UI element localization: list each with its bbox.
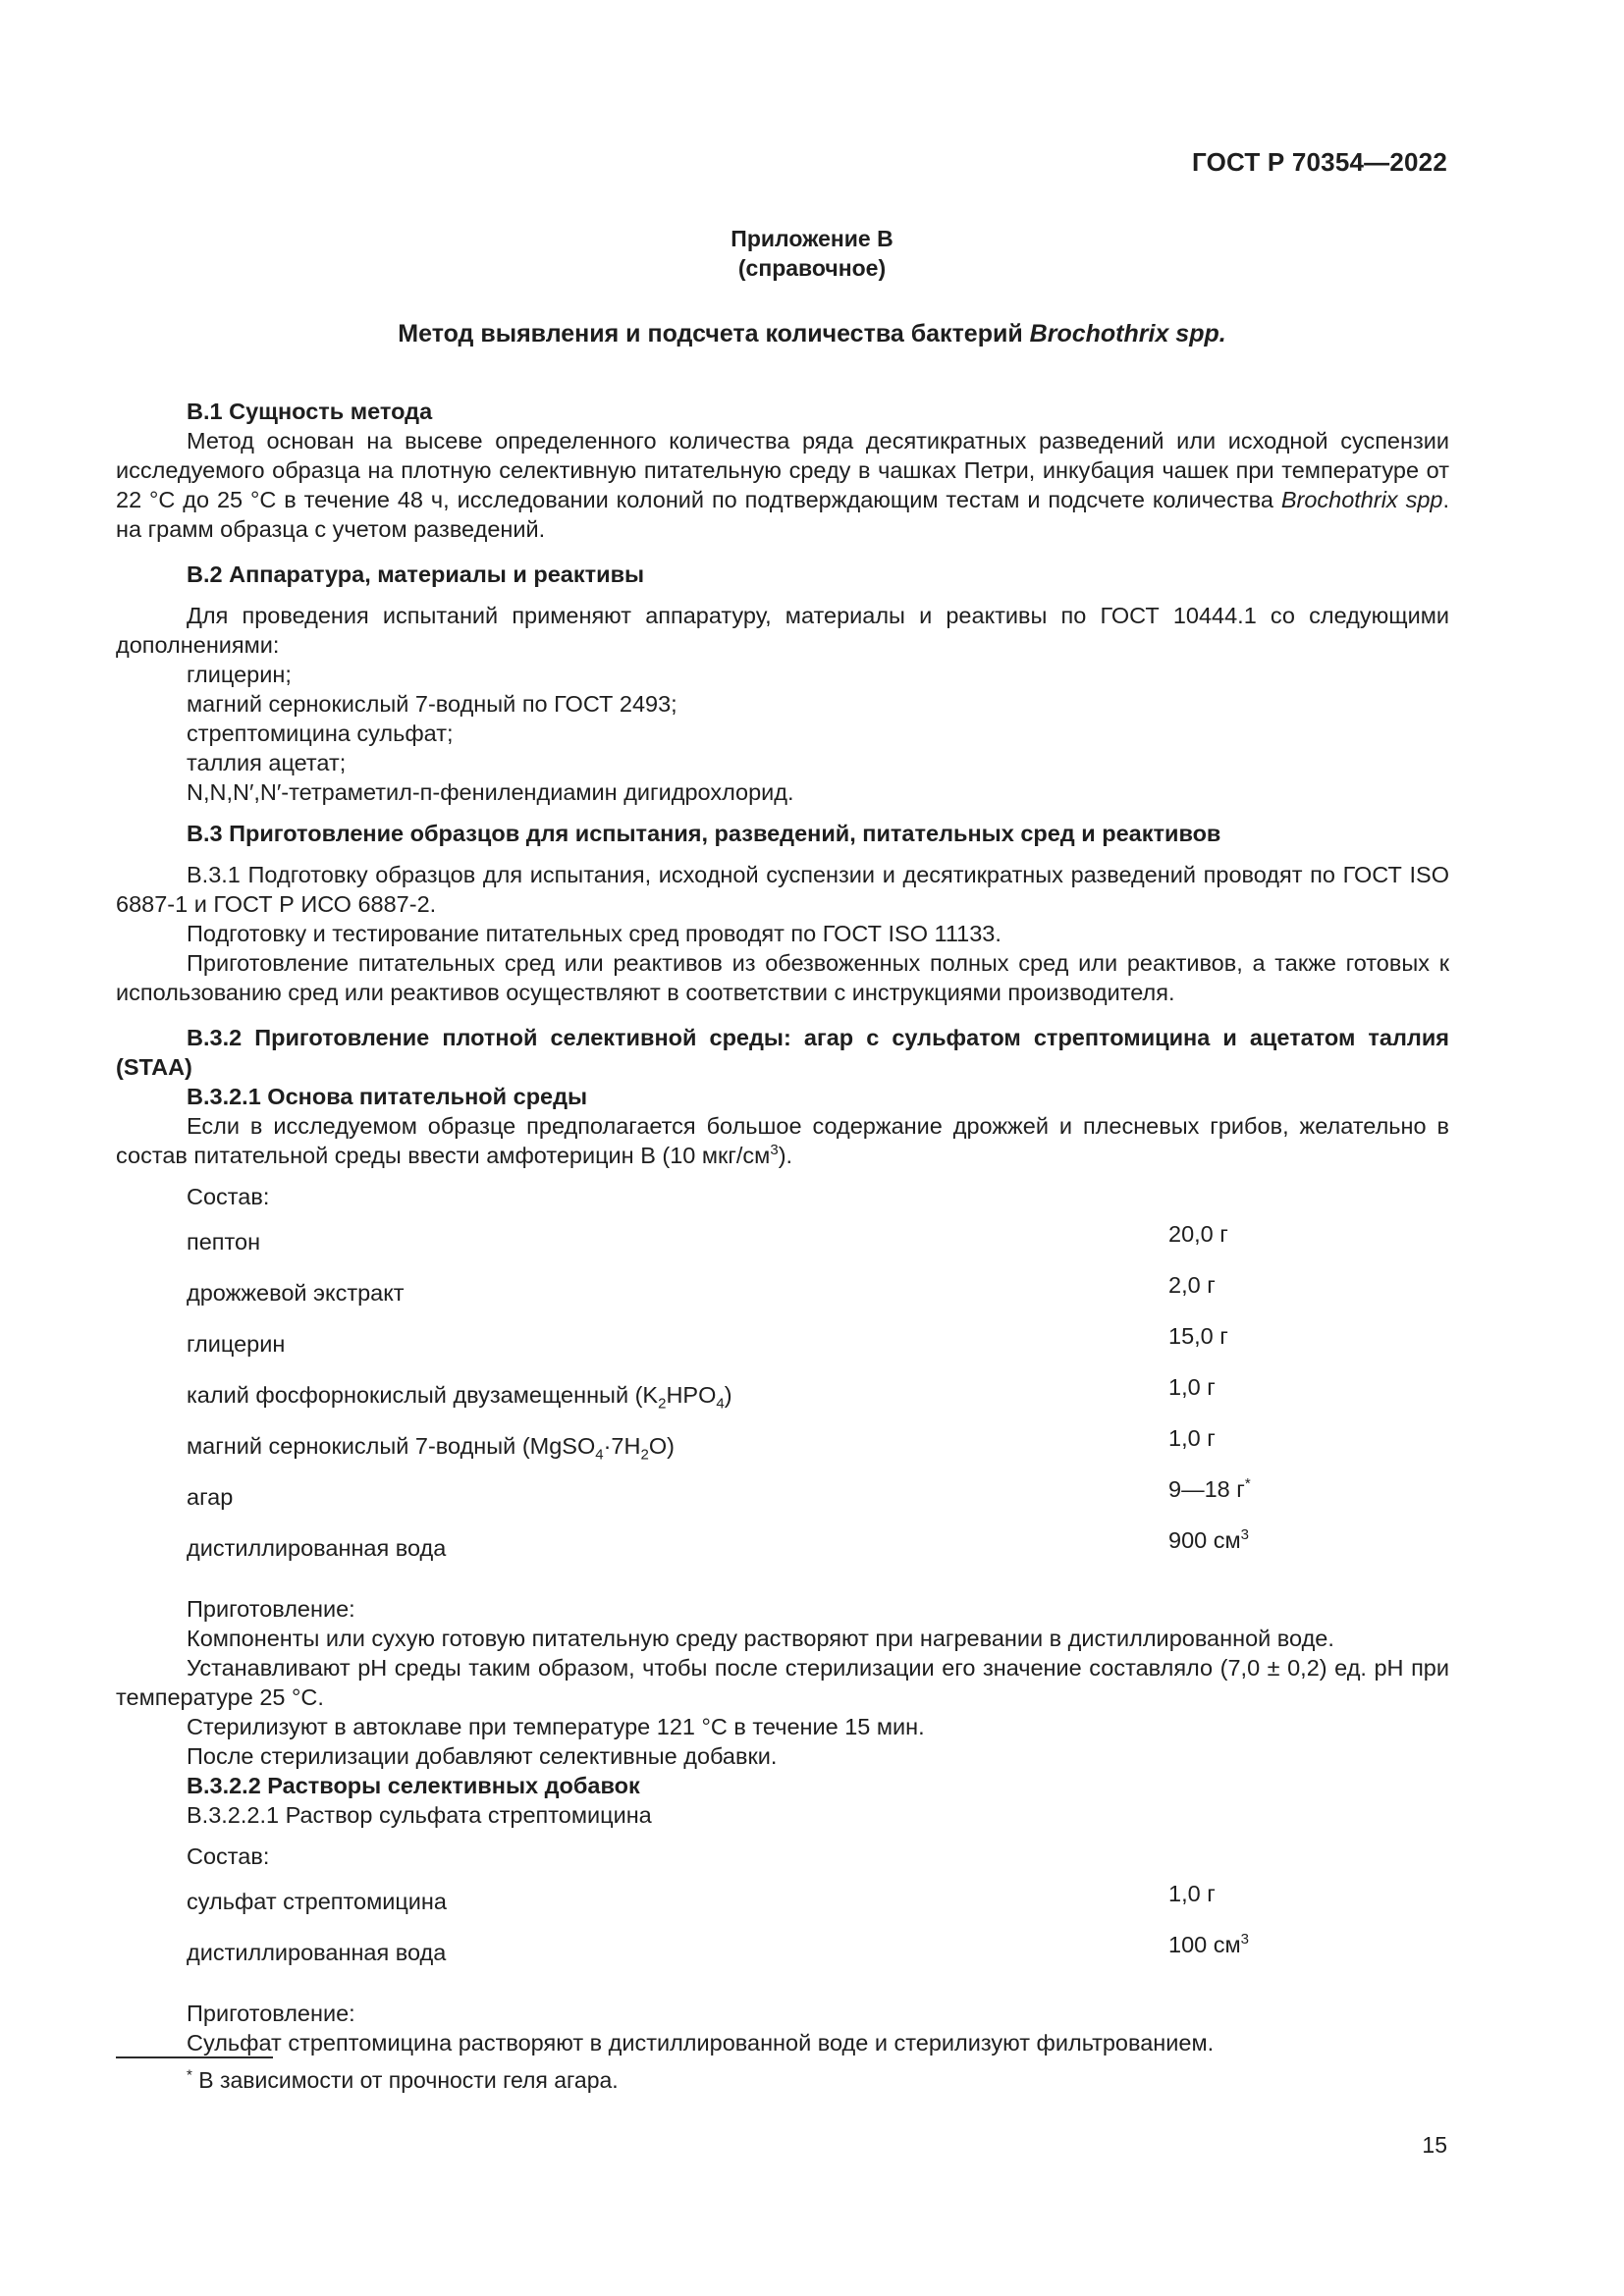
- section-heading: В.3.2 Приготовление плотной селективной среды: агар с сульфатом стрептомицина и ацетатом таллия (STAA): [116, 1025, 1449, 1080]
- table-row: пептон 20,0 г: [187, 1221, 1228, 1255]
- subsection-heading: В.3.2.1 Основа питательной среды: [187, 1084, 588, 1109]
- paragraph: Подготовку и тестирование питательных сред проводят по ГОСТ ISO 11133.: [187, 921, 1001, 946]
- list-item: магний сернокислый 7-водный по ГОСТ 2493;: [187, 691, 677, 717]
- list-item: глицерин;: [187, 662, 292, 687]
- organism-name: Brochothrix spp: [1280, 487, 1443, 512]
- paragraph: Метод основан на высеве определенного количества ряда десятикратных разведений или исходной суспензии исследуемого образца на плотную селективную питательную среду в чашках Петри, инкубация чашек при температуре от 22 °С до 25 °С в течение 48 ч, исследовании колоний по подтверждающим тестам и подсчете количества Brochothrix spp. на грамм образца с учетом разведений.: [116, 428, 1449, 542]
- table-row: глицерин 15,0 г: [187, 1323, 1228, 1357]
- paragraph: В.3.1 Подготовку образцов для испытания, исходной суспензии и десятикратных разведений проводят по ГОСТ ISO 6887-1 и ГОСТ Р ИСО 6887-2.: [116, 862, 1449, 917]
- paragraph: Стерилизуют в автоклаве при температуре 121 °С в течение 15 мин.: [187, 1714, 925, 1739]
- composition-label: Состав:: [187, 1843, 270, 1869]
- table-row: агар 9—18 г*: [187, 1475, 1251, 1510]
- footnote: * В зависимости от прочности геля агара.: [187, 2066, 619, 2093]
- section-heading: В.1 Сущность метода: [187, 399, 433, 424]
- list-item: N,N,N′,N′-тетраметил-п-фенилендиамин дигидрохлорид.: [187, 779, 794, 805]
- annex-header: [0, 224, 1624, 283]
- composition-table: [116, 1211, 1449, 1569]
- organism-name: Brochothrix spp.: [1029, 320, 1226, 347]
- table-row: дрожжевой экстракт 2,0 г: [187, 1272, 1216, 1306]
- table-row: дистиллированная вода 100 $см^3$: [187, 1931, 1249, 1965]
- subsection-heading: В.3.2.2 Растворы селективных добавок: [187, 1773, 640, 1798]
- paragraph: Компоненты или сухую готовую питательную среду растворяют при нагревании в дистиллированной воде.: [187, 1626, 1334, 1651]
- table-row: магний сернокислый 7-водный $(MgSO_4\cdot 7H_2O)$ 1,0 г: [187, 1425, 1216, 1464]
- composition-table: [116, 1871, 1449, 1973]
- prep-label: Приготовление:: [187, 1596, 355, 1622]
- paragraph: Устанавливают рН среды таким образом, чтобы после стерилизации его значение составляло (7,0 ± 0,2) ед. рН при температуре 25 °С.: [116, 1655, 1449, 1710]
- list-item: стрептомицина сульфат;: [187, 721, 454, 746]
- paragraph: Приготовление питательных сред или реактивов из обезвоженных полных сред или реактивов, а также готовых к использованию сред или реактивов осуществляют в соответствии с инструкциями производителя.: [116, 950, 1449, 1005]
- annex-kind: (справочное): [737, 255, 887, 281]
- document-code: ГОСТ Р 70354—2022: [1192, 147, 1447, 177]
- paragraph: Сульфат стрептомицина растворяют в дистиллированной воде и стерилизуют фильтрованием.: [187, 2030, 1215, 2056]
- table-row: сульфат стрептомицина 1,0 г: [187, 1881, 1216, 1914]
- page-number: 15: [1422, 2132, 1447, 2158]
- footnote-divider: [116, 2056, 273, 2058]
- document-body: [116, 397, 1449, 2057]
- paragraph: В.3.2.2.1 Раствор сульфата стрептомицина: [187, 1802, 652, 1828]
- footnote-marker: *: [187, 2066, 192, 2084]
- annex-title: Метод выявления и подсчета количества бактерий Brochothrix spp.: [398, 320, 1226, 347]
- footnote-marker: *: [1244, 1475, 1251, 1493]
- section-heading: В.2 Аппаратура, материалы и реактивы: [187, 561, 645, 587]
- prep-label: Приготовление:: [187, 2001, 355, 2026]
- annex-label: Приложение В: [731, 226, 893, 251]
- table-row: дистиллированная вода 900 $см^3$: [187, 1526, 1249, 1561]
- section-heading: В.3 Приготовление образцов для испытания, разведений, питательных сред и реактивов: [187, 821, 1221, 846]
- paragraph: Если в исследуемом образце предполагается большое содержание дрожжей и плесневых грибов, желательно в состав питательной среды ввести амфотерицин В (10 мкг/$см^3$).: [116, 1113, 1449, 1168]
- list-item: таллия ацетат;: [187, 750, 347, 775]
- paragraph: После стерилизации добавляют селективные добавки.: [187, 1743, 778, 1769]
- table-row: калий фосфорнокислый двузамещенный $(K_2HPO_4)$ 1,0 г: [187, 1374, 1216, 1413]
- composition-label: Состав:: [187, 1184, 270, 1209]
- paragraph: Для проведения испытаний применяют аппаратуру, материалы и реактивы по ГОСТ 10444.1 со следующими дополнениями:: [116, 603, 1449, 658]
